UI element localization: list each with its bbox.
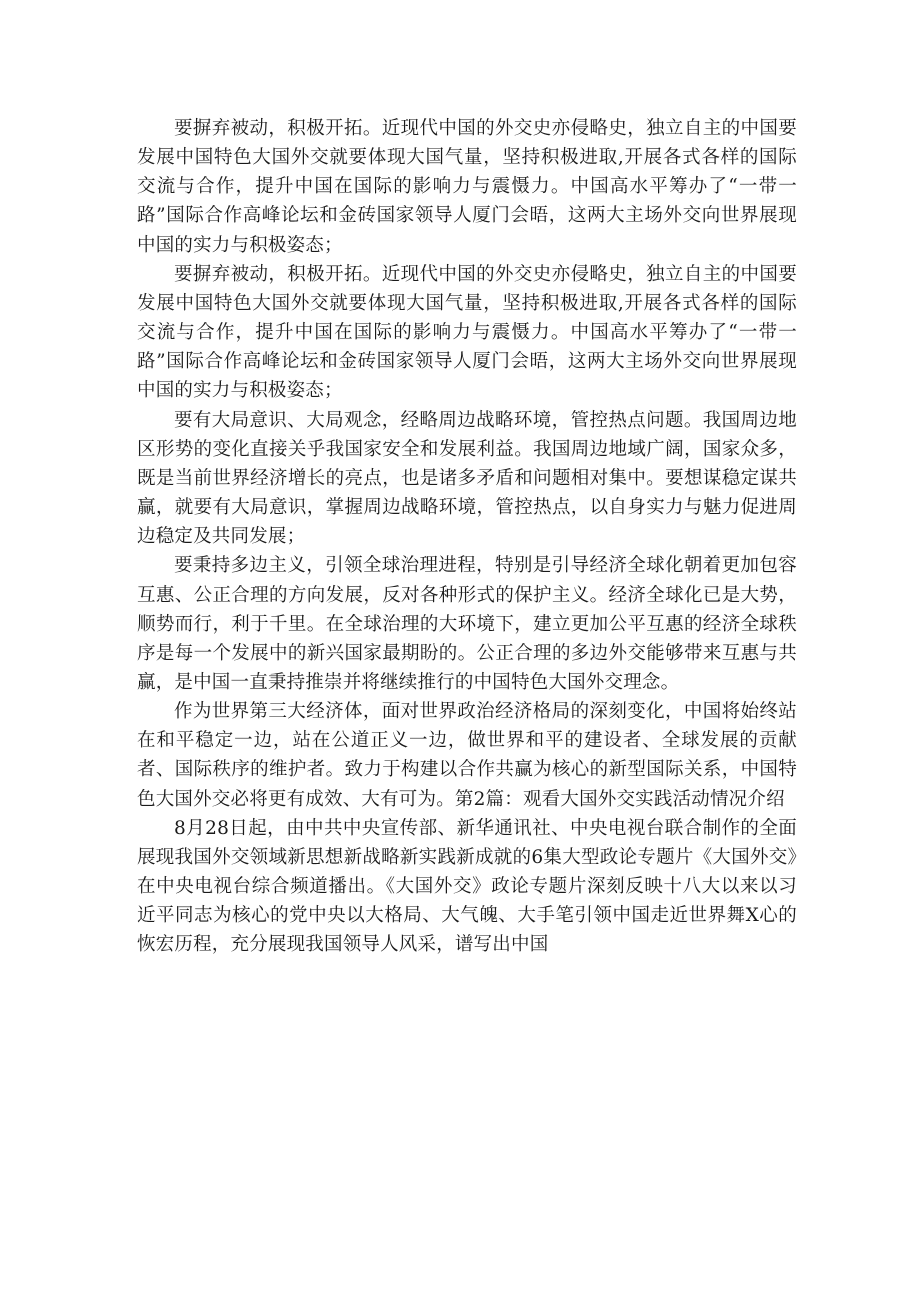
paragraph-5: 作为世界第三大经济体，面对世界政治经济格局的深刻变化，中国将始终站在和平稳定一边，站在公道正义一边，做世界和平的建设者、全球发展的贡献者、国际秩序的维护者。致力于构建以合作共赢为核心的新型国际关系，中国特色大国外交必将更有成效、大有可为。第2篇：观看大国外交实践活动情况介绍 [137, 701, 797, 810]
paragraph-1: 要摒弃被动，积极开拓。近现代中国的外交史亦侵略史，独立自主的中国要发展中国特色大国外交就要体现大国气量，坚持积极进取,开展各式各样的国际交流与合作，提升中国在国际的影响力与震慑力。中国高水平筹办了“一带一路”国际合作高峰论坛和金砖国家领导人厦门会晤，这两大主场外交向世界展现中国的实力与积极姿态； [137, 118, 797, 256]
paragraph-3: 要有大局意识、大局观念，经略周边战略环境，管控热点问题。我国周边地区形势的变化直接关乎我国家安全和发展利益。我国周边地域广阔，国家众多，既是当前世界经济增长的亮点，也是诸多矛盾和问题相对集中。要想谋稳定谋共赢，就要有大局意识，掌握周边战略环境，管控热点，以自身实力与魅力促进周边稳定及共同发展； [137, 409, 797, 548]
paragraph-6: 8月28日起，由中共中央宣传部、新华通讯社、中央电视台联合制作的全面展现我国外交领域新思想新战略新实践新成就的6集大型政论专题片《大国外交》在中央电视台综合频道播出。《大国外交》政论专题片深刻反映十八大以来以习近平同志为核心的党中央以大格局、大气魄、大手笔引领中国走近世界舞X心的恢宏历程，充分展现我国领导人风采，谱写出中国 [137, 817, 797, 956]
document-body [137, 114, 797, 960]
paragraph-4: 要秉持多边主义，引领全球治理进程，特别是引导经济全球化朝着更加包容互惠、公正合理的方向发展，反对各种形式的保护主义。经济全球化已是大势，顺势而行，利于千里。在全球治理的大环境下，建立更加公平互惠的经济全球秩序是每一个发展中的新兴国家最期盼的。公正合理的多边外交能够带来互惠与共赢，是中国一直秉持推崇并将继续推行的中国特色大国外交理念。 [137, 555, 797, 693]
paragraph-2: 要摒弃被动，积极开拓。近现代中国的外交史亦侵略史，独立自主的中国要发展中国特色大国外交就要体现大国气量，坚持积极进取,开展各式各样的国际交流与合作，提升中国在国际的影响力与震慑力。中国高水平筹办了“一带一路”国际合作高峰论坛和金砖国家领导人厦门会晤，这两大主场外交向世界展现中国的实力与积极姿态； [137, 263, 797, 402]
